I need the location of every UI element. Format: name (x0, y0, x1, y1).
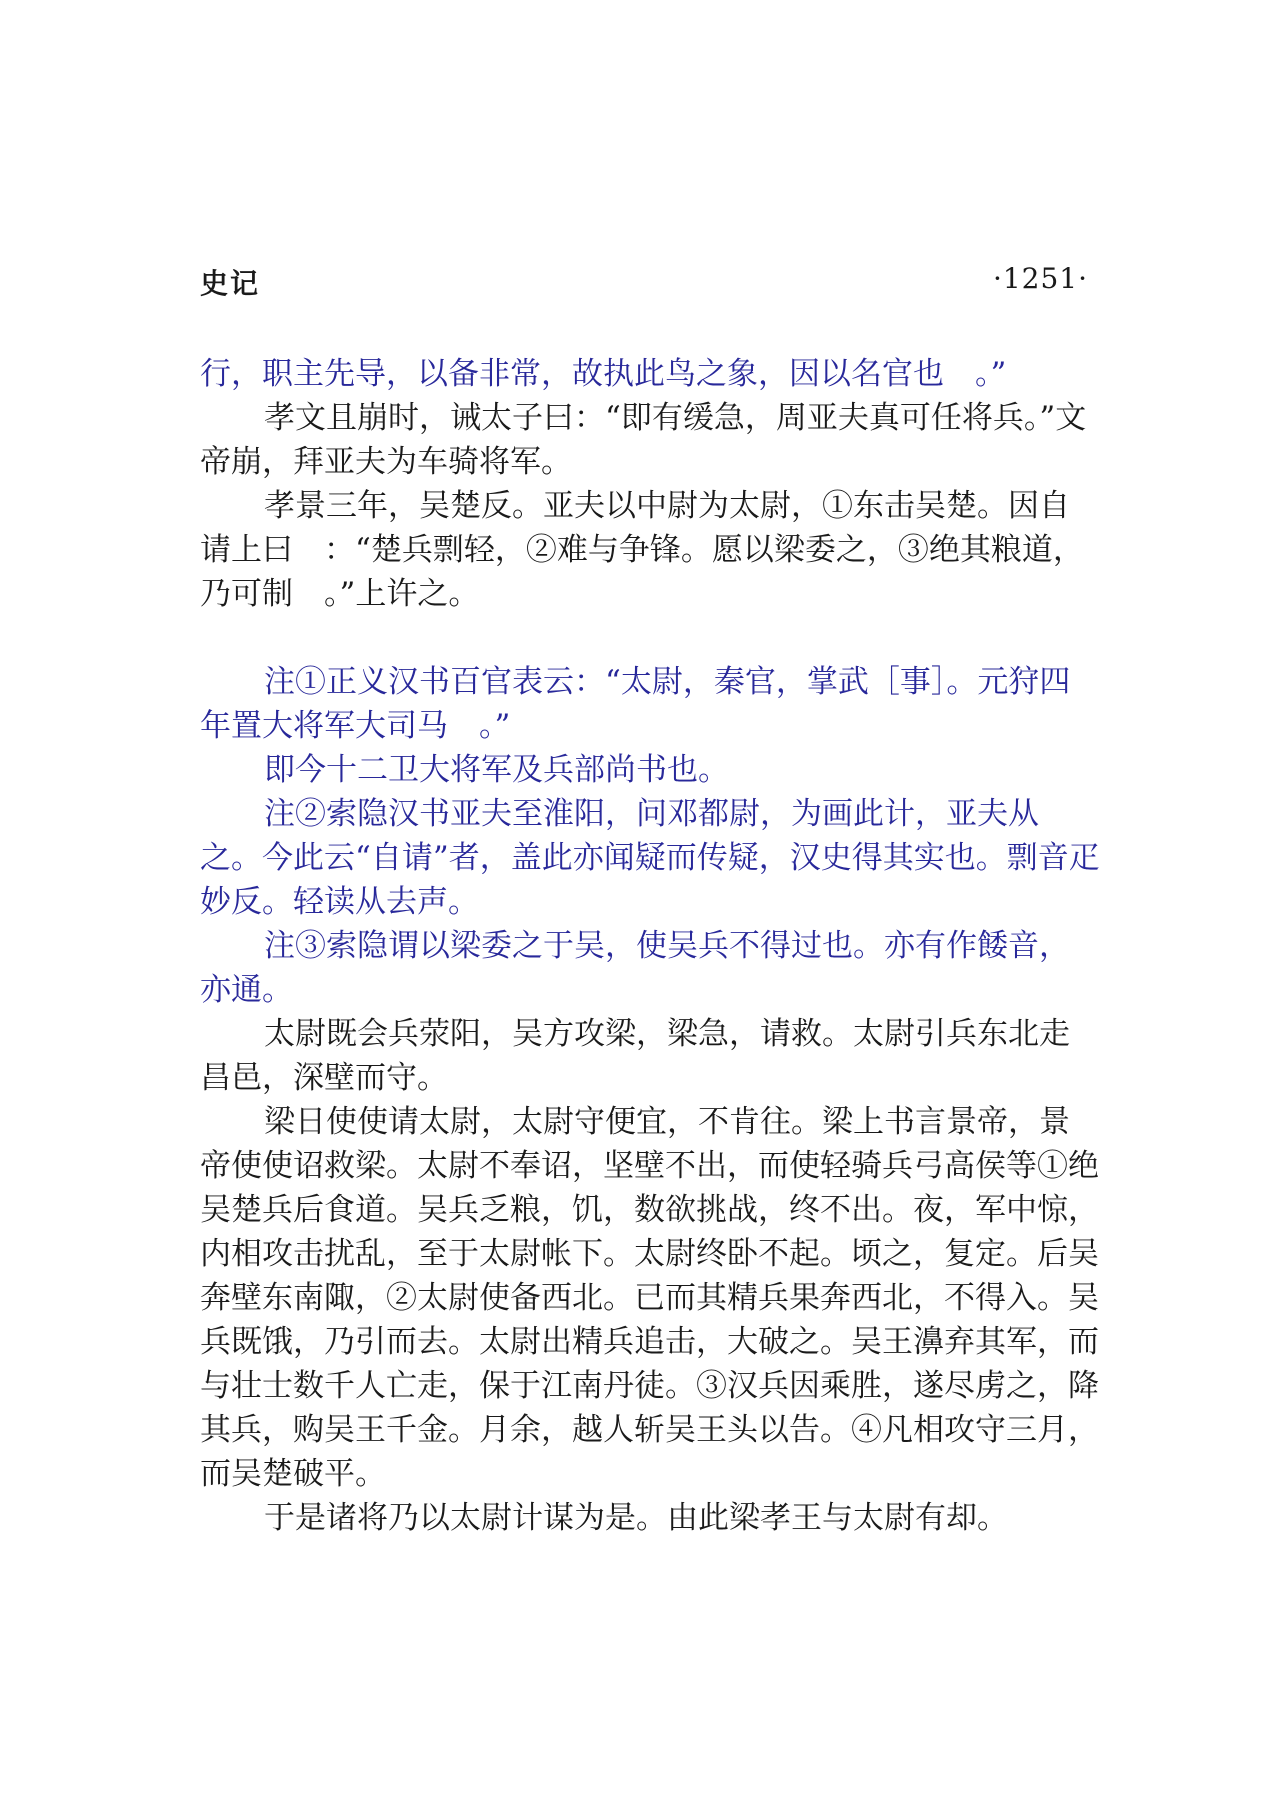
paragraph-main: 于是诸将乃以太尉计谋为是。由此梁孝王与太尉有却。 (264, 1500, 1008, 1536)
footnote-1-continued: 即今十二卫大将军及兵部尚书也。 (264, 752, 729, 788)
paragraph-main: 梁日使使请太尉，太尉守便宜，不肯往。梁上书言景帝，景帝使使诏救梁。太尉不奉诏，坚壁不出，而使轻骑兵弓高侯等①绝吴楚兵后食道。吴兵乏粮，饥，数欲挑战，终不出。夜，军中惊，内相攻击扰乱，至于太尉帐下。太尉终卧不起。顷之，复定。后吴奔壁东南陬，②太尉使备西北。已而其精兵果奔西北，不得入。吴兵既饿，乃引而去。太尉出精兵追击，大破之。吴王濞弃其军，而与壮士数千人亡走，保于江南丹徒。③汉兵因乘胜，遂尽虏之，降其兵，购吴王千金。月余，越人斩吴王头以告。④凡相攻守三月，而吴楚破平。 (200, 1104, 1099, 1492)
body-text (200, 352, 1100, 1540)
running-header (200, 262, 1088, 302)
footnote-2: 注②索隐汉书亚夫至淮阳，问邓都尉，为画此计，亚夫从之。今此云“自请”者，盖此亦闻疑而传疑，汉史得其实也。剽音疋妙反。轻读从去声。 (200, 796, 1100, 920)
footnote-1: 注①正义汉书百官表云：“太尉，秦官，掌武［事］。元狩四年置大将军大司马 。” (200, 664, 1071, 744)
paragraph-main: 孝文且崩时，诫太子曰：“即有缓急，周亚夫真可任将兵。”文帝崩，拜亚夫为车骑将军。 (200, 400, 1087, 480)
paragraph-main: 孝景三年，吴楚反。亚夫以中尉为太尉，①东击吴楚。因自请上曰 ：“楚兵剽轻，②难与争锋。愿以梁委之，③绝其粮道，乃可制 。”上许之。 (200, 488, 1084, 612)
paragraph-main: 太尉既会兵荥阳，吴方攻梁，梁急，请救。太尉引兵东北走昌邑，深壁而守。 (200, 1016, 1070, 1096)
paragraph-gap (200, 616, 1100, 660)
note-continuation: 行，职主先导，以备非常，故执此鸟之象，因以名官也 。” (200, 356, 1007, 392)
book-title: 史记 (200, 267, 261, 300)
footnote-3: 注③索隐谓以梁委之于吴，使吴兵不得过也。亦有作餧音，亦通。 (200, 928, 1070, 1008)
page-number: ·1251· (992, 262, 1088, 295)
